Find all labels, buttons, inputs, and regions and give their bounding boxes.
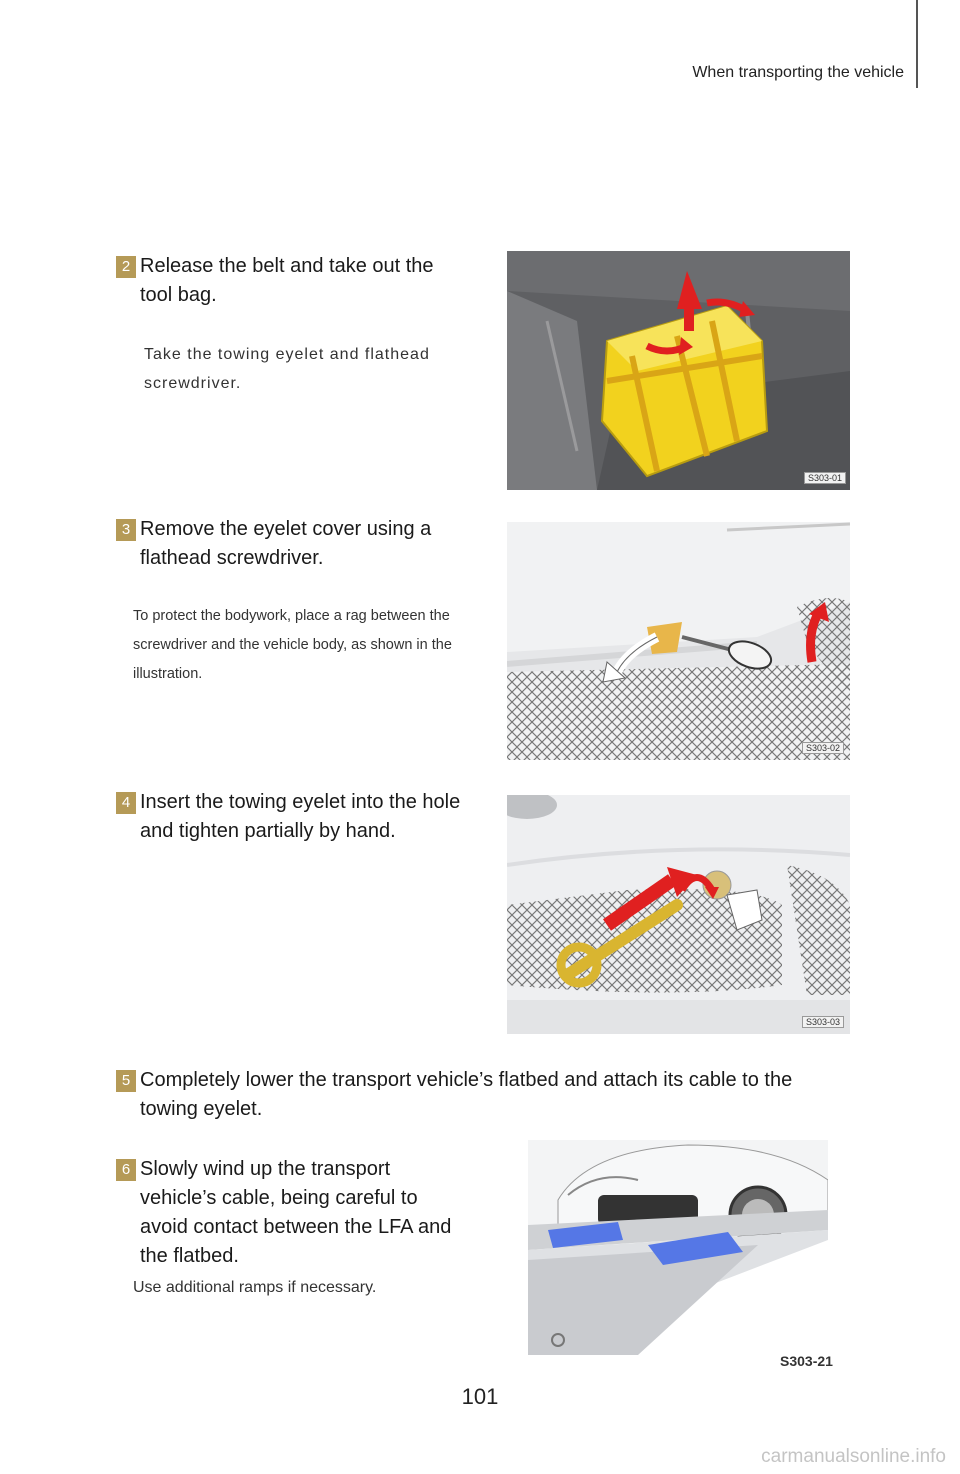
figure-code: S303-02 — [802, 742, 844, 754]
step-6 — [116, 1155, 468, 1271]
step-badge: 4 — [116, 792, 136, 814]
figure-code: S303-01 — [804, 472, 846, 484]
step-badge: 5 — [116, 1070, 136, 1092]
watermark: carmanualsonline.info — [761, 1446, 946, 1467]
eyelet-cover-illustration — [507, 522, 850, 760]
step-text: Insert the towing eyelet into the hole and tighten partially by hand. — [140, 791, 461, 842]
step-text: Release the belt and take out the tool bag. — [140, 255, 434, 306]
step-badge: 3 — [116, 519, 136, 541]
towing-eyelet-illustration — [507, 795, 850, 1034]
flatbed-transport-illustration — [528, 1140, 828, 1355]
header-rule — [916, 0, 918, 88]
figure-code: S303-21 — [780, 1353, 833, 1369]
step-badge: 2 — [116, 256, 136, 278]
step-5 — [116, 1066, 852, 1124]
step-text: Remove the eyelet cover using a flathead screwdriver. — [140, 518, 432, 569]
step-4 — [116, 788, 468, 846]
running-header: When transporting the vehicle — [692, 64, 904, 81]
step-note: To protect the bodywork, place a rag between the screwdriver and the vehicle body, as shown in the illustration. — [133, 608, 452, 682]
step-3 — [116, 515, 468, 573]
figure-code: S303-03 — [802, 1016, 844, 1028]
tool-bag-illustration — [507, 251, 850, 490]
step-note: Use additional ramps if necessary. — [133, 1279, 377, 1296]
step-note: Take the towing eyelet and flathead screwdriver. — [144, 346, 430, 392]
step-badge: 6 — [116, 1159, 136, 1181]
page-number: 101 — [461, 1384, 499, 1409]
step-text: Completely lower the transport vehicle’s flatbed and attach its cable to the towing eyelet. — [140, 1069, 793, 1120]
step-2 — [116, 252, 468, 310]
step-text: Slowly wind up the transport vehicle’s cable, being careful to avoid contact between the LFA and the flatbed. — [140, 1158, 452, 1267]
